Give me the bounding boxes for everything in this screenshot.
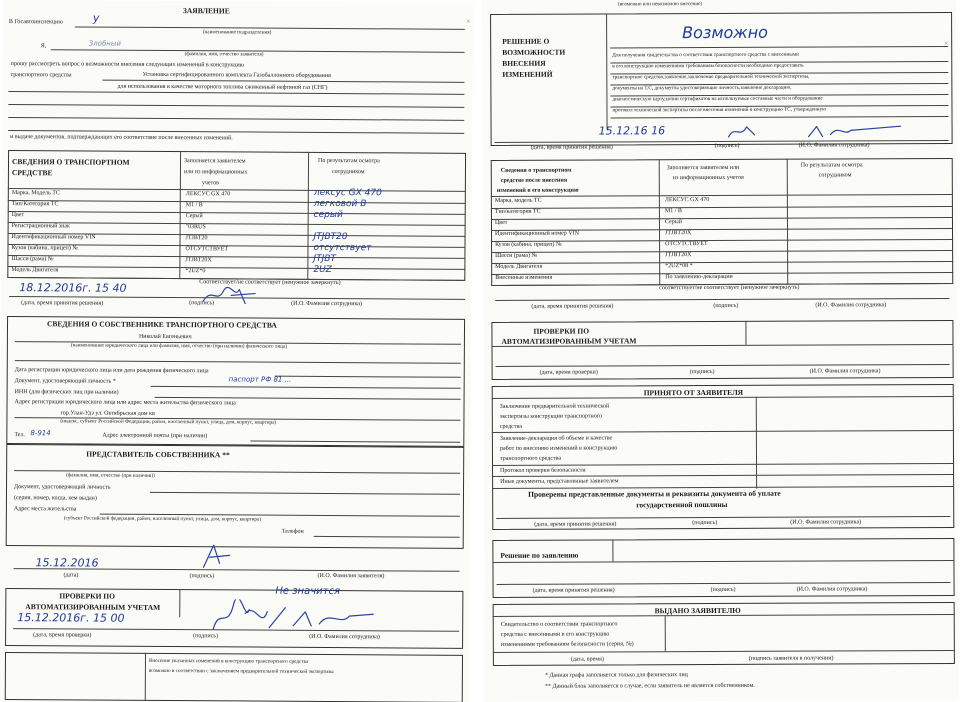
left-checks-title-2: АВТОМАТИЗИРОВАННЫМ УЧЕТАМ — [25, 602, 161, 612]
owner-reg-date-label: Дата регистрации юридического лица или дата рождения физического лица — [14, 367, 209, 375]
vehicle-row-label: Цвет — [11, 212, 25, 219]
vehicle-row-handwritten: легковой В — [313, 198, 367, 210]
owner-name: Николай Евгеньевич — [138, 333, 192, 341]
vehicle-row-label: Идентификационный номер VIN — [11, 234, 96, 241]
representative-title: ПРЕДСТАВИТЕЛЬ СОБСТВЕННИКА ** — [86, 449, 230, 460]
vehicle-row-value: М1 / В — [185, 202, 203, 209]
col-applicant-header: Заполняется заявителем — [184, 158, 246, 165]
vehicle-after-row-value: JTJBT20X — [665, 230, 692, 237]
vehicle-row-label: Модель Двигателя — [11, 267, 59, 274]
vehicle-row-value: ОТСУТСТВУЕТ — [185, 246, 229, 253]
owner-tel-label: Тел. — [14, 432, 25, 439]
col-inspection-header: По результатам осмотра — [318, 157, 380, 165]
officer-name-handwritten — [289, 606, 379, 633]
caption-right-check-date: (дата, время проверки) — [539, 369, 598, 376]
rep-tel-label: Телефон — [281, 528, 304, 535]
handwritten-name: Злобный — [88, 39, 121, 48]
vehicle-after-title-1: Сведения о транспортном — [500, 167, 572, 174]
caption-after-date: (дата, время принятия решения) — [531, 303, 614, 310]
i-label: Я, — [40, 43, 47, 50]
traffic-police-label: В Госавтоинспекцию — [8, 19, 63, 26]
owner-section-title: СВЕДЕНИЯ О СОБСТВЕННИКЕ ТРАНСПОРТНОГО СРЕДСТВА — [46, 319, 277, 330]
vehicle-after-row-label: Цвет — [494, 219, 508, 226]
accepted-item-2a: Заявление-декларация об объеме и качестве — [499, 435, 613, 442]
caption-decision-date-right: (дата, время принятия решения) — [530, 144, 613, 151]
rep-address-caption: (субъект Российской федерации, район, населенный пункт, улица, дом, корпус, квартира) — [63, 515, 262, 523]
caption-signature: (подпись) — [189, 300, 215, 307]
application-page-right — [482, 0, 959, 702]
owner-address-label: Адрес регистрации юридического лица или адрес места жительства физического лица — [14, 399, 236, 407]
footnote-2: ** Данный блок заполняется в случае, если заявитель не является собственником. — [544, 682, 755, 690]
vehicle-row-value: Серый — [185, 213, 203, 220]
right-checks-title-1: ПРОВЕРКИ ПО — [533, 326, 590, 336]
vehicle-after-row-value: *2UZ*08 * — [665, 263, 693, 270]
margin-mark-right: × — [944, 39, 949, 48]
vehicle-after-col3-1: По результатам осмотра — [800, 162, 863, 169]
bottom-line-2: возможно в соответствии с заключением предварительной технической экспертизы — [148, 667, 334, 676]
vehicle-after-row-value: По заявлению-декларации — [665, 273, 733, 281]
vehicle-after-col3-2: сотрудником — [818, 172, 852, 179]
vehicle-row-value: JTJBT20 — [185, 235, 208, 242]
vehicle-row-handwritten: JTJBT20 — [313, 231, 348, 243]
caption-decision2-sign: (подпись) — [710, 586, 736, 594]
col-applicant-header-2: или из информационных — [183, 169, 248, 176]
caption-accepted-sign: (подпись) — [692, 519, 718, 527]
owner-name-caption: (наименование юридического лица или фамилия, имя, отчество (при наличии) физического лица) — [70, 342, 288, 350]
decision-text-line: транспортное средство,заявление,заключение предварительной технической экспертизы, — [612, 73, 810, 81]
vehicle-after-row-value: JTJBT20X — [665, 252, 692, 259]
decision-title-2: ВОЗМОЖНОСТИ — [502, 47, 566, 57]
vehicle-row-value: ЛЕКСУС GX 470 — [185, 191, 231, 198]
handwritten-passport: паспорт РФ 81 ... — [228, 375, 292, 384]
handwritten-not-listed: Не значится — [275, 585, 341, 598]
caption-applicant-sign: (подпись) — [189, 573, 215, 580]
issued-text-1: Свидетельство о соответствии транспортного — [500, 621, 618, 628]
accepted-verified-2: государственной пошлины — [636, 499, 728, 510]
vehicle-row-value: "03RUS — [185, 224, 206, 231]
bottom-line-1: Внесение указанных изменений в конструкцию транспортного средства — [148, 657, 309, 665]
vehicle-after-row-value: ЛЕКСУС GX 470 — [664, 197, 710, 204]
rep-address-label: Адрес места жительства — [13, 506, 77, 513]
accepted-item-1a: Заключение предварительной технической — [499, 403, 610, 410]
col-applicant-header-3: учетов — [201, 180, 219, 187]
department-caption: (наименование подразделения) — [202, 29, 272, 36]
vehicle-row-handwritten: 2UZ — [313, 264, 332, 276]
owner-address-value: гор.Улан-Удэ ул. Октябрьская дом кв — [60, 410, 155, 417]
accepted-item-1c: средства — [499, 423, 522, 430]
vehicle-row-value: JTJBT20X — [185, 257, 212, 264]
handwritten-applicant-date: 15.12.2016 — [35, 556, 99, 570]
caption-decision-date: (дата, время принятия решения) — [21, 300, 104, 307]
request-line-3: для использования в качестве моторного топлива сжиженный нефтяной газ (СНГ) — [117, 83, 328, 91]
caption-decision2-date: (дата, время принятия решения) — [532, 587, 615, 594]
application-page-left — [0, 0, 473, 702]
issued-title: ВЫДАНО ЗАЯВИТЕЛЮ — [654, 605, 741, 616]
handwritten-decision-date-right: 15.12.16 16 — [598, 124, 666, 138]
caption-decision2-name: (И.О. Фамилия сотрудника) — [796, 586, 868, 593]
rep-fio-caption: (фамилия, имя, отчество (при наличии)) — [66, 472, 155, 479]
request-line-2-text: Установка сертифицированного комплекта Газобаллонного оборудования — [142, 71, 331, 80]
officer-signature-3 — [725, 121, 765, 141]
handwritten-decision-date: 18.12.2016г. 15 40 — [19, 281, 127, 295]
footnote-1: * Данная графа заполняется только для физических лиц — [544, 672, 688, 679]
caption-officer-name: (И.О. Фамилия сотрудника) — [291, 300, 362, 308]
accepted-item-1b: экспертизы конструкции транспортного — [499, 413, 603, 420]
handwritten-tel: 8-914 — [30, 429, 51, 438]
accepted-verified-1: Проверены представленные документы и реквизиты документа об уплате — [528, 488, 781, 499]
vehicle-after-row-label: Внесенные изменения — [495, 274, 553, 281]
col-inspection-header-2: сотрудником — [331, 169, 365, 176]
vehicle-after-title-2: средстве после внесения — [500, 177, 568, 184]
vehicle-row-handwritten: JTJBT — [313, 253, 336, 265]
vehicle-after-col2-2: из информационных учетов — [672, 174, 744, 182]
handwritten-possible: Возможно — [682, 22, 768, 43]
vehicle-row-label: Тип/Категория ТС — [11, 201, 59, 208]
vehicle-row-handwritten: отсутствует — [313, 242, 372, 254]
vehicle-row-handwritten: серый — [313, 209, 343, 221]
margin-mark-left: × — [466, 17, 471, 26]
caption-issued-date: (дата, время) — [570, 656, 604, 663]
caption-check-date: (дата, время проверки) — [33, 632, 92, 639]
vehicle-after-row-value: М1 / В — [664, 208, 682, 215]
right-checks-title-2: АВТОМАТИЗИРОВАННЫМ УЧЕТАМ — [501, 336, 637, 346]
accepted-item-2c: транспортного средства — [499, 455, 562, 462]
owner-address-caption: (индекс, субъект Российской Федерации, район, населенный пункт, улица, дом, корпус, квартира) — [60, 418, 277, 426]
caption-check-name: (И.О. Фамилия сотрудника) — [309, 633, 380, 641]
caption-after-name: (И.О. Фамилия сотрудника) — [815, 302, 887, 309]
vehicle-row-handwritten: лексус GX 470 — [313, 187, 382, 199]
accepted-item-2b: работ по внесению изменений в конструкцию — [499, 445, 618, 452]
vehicle-after-row-label: Марка, модель ТС — [494, 197, 542, 204]
accepted-title: ПРИНЯТО ОТ ЗАЯВИТЕЛЯ — [643, 387, 744, 398]
issued-text-3: изменениями требованиям безопасности (серия, №) — [500, 641, 634, 648]
officer-signature-1 — [201, 283, 261, 307]
decision-title-3: ВНЕСЕНИЯ — [502, 58, 546, 68]
handwritten-to: у — [92, 11, 100, 25]
rep-doc-caption: (серия, номер, когда, кем выдан) — [13, 495, 97, 502]
vehicle-after-row-label: Шасси (рама) № — [495, 252, 538, 259]
request-footer: и выдаче документов, подтверждающих его соответствие после внесенных изменений. — [10, 134, 233, 142]
caption-applicant-name: (И.О. Фамилия заявителя) — [317, 572, 385, 580]
application-title: ЗАЯВЛЕНИЕ — [182, 6, 230, 16]
caption-issued-sign: (подпись заявителя в получении) — [748, 655, 834, 662]
vehicle-after-row-label: Тип/категория ТС — [494, 208, 541, 215]
vehicle-row-label: Регистрационный знак — [11, 223, 70, 230]
handwritten-check-date: 15.12.2016г. 15 00 — [17, 611, 125, 625]
vehicle-after-row-label: Модель Двигателя — [495, 263, 543, 270]
caption-right-check-name: (И.О. Фамилия сотрудника) — [809, 368, 881, 375]
vehicle-row-value: *2UZ*0 — [185, 268, 206, 275]
decision-title-4: ИЗМЕНЕНИЙ — [502, 69, 553, 79]
decision-text-line: в его конструкцию изменениями требованиям безопасности необходимо предоставить — [612, 62, 804, 70]
decision2-title: Решение по заявлению — [500, 550, 579, 560]
request-line-2-label: транспортного средства — [10, 72, 72, 79]
owner-doc-label: Документ, удостоверяющий личность * — [14, 378, 116, 385]
vehicle-section-title-1: СВЕДЕНИЯ О ТРАНСПОРТНОМ — [11, 157, 130, 167]
vehicle-after-title-3: изменений в его конструкцию — [496, 187, 579, 194]
vehicle-after-row-label: Кузов (кабина, прицеп) № — [495, 241, 562, 248]
request-line-1: прошу рассмотреть вопрос о возможности внесения следующих изменений в конструкцию — [10, 61, 245, 69]
possible-caption: (возможно или невозможно внесение) — [618, 1, 703, 8]
applicant-signature — [200, 541, 250, 571]
decision-text-line: Для получения свидетельства о соответствии транспортного средства с внесенными — [612, 51, 799, 59]
left-checks-title-1: ПРОВЕРКИ ПО — [59, 591, 115, 601]
vehicle-section-title-2: СРЕДСТВЕ — [11, 168, 53, 178]
caption-decision-name-right: (И.О. Фамилия сотрудника) — [798, 142, 870, 149]
owner-email-label: Адрес электронной почты (при наличии) — [102, 432, 208, 440]
vehicle-row-label: Марка, Модель ТС — [11, 190, 60, 197]
issued-text-2: средства с внесенными в его конструкцию — [500, 631, 610, 638]
caption-after-sign: (подпись) — [713, 302, 739, 309]
accepted-item-3: Протокол проверки безопасности — [500, 467, 586, 474]
vehicle-after-col2-1: Заполняется заявителем или — [666, 164, 740, 172]
vehicle-row-label: Кузов (кабина, прицеп) № — [11, 245, 79, 252]
vehicle-after-row-value: Серый — [664, 219, 682, 226]
officer-name-handwritten-right — [805, 122, 905, 140]
caption-accepted-name: (И.О. Фамилия сотрудника) — [790, 519, 862, 526]
owner-inn-label: ИНН (для физических лиц при наличии) — [14, 389, 119, 396]
caption-right-check-sign: (подпись) — [689, 368, 715, 376]
decision-text-line: протокол технической экспертизы после внесения изменений в конструкцию ТС, утвержденную — [612, 106, 827, 114]
decision-text-line: диагностическую карту,копии сертификатов на используемые составные части и оборудование — [612, 95, 823, 103]
caption-applicant-date: (дата) — [63, 572, 79, 579]
conformity-line: Соответствует/не соответствует (ненужное зачеркнуть) — [199, 279, 341, 287]
decision-title-1: РЕШЕНИЕ О — [502, 36, 550, 46]
caption-decision-sign-right: (подпись) — [714, 142, 740, 149]
rep-doc-label: Документ, удостоверяющий личность — [14, 484, 111, 491]
decision-text-line: документы на Т.С, документы удостоверяющие личность,заявление декларацию, — [612, 84, 792, 92]
vehicle-after-conformity: соответствует/не соответствует (ненужное зачеркнуть) — [659, 284, 800, 292]
fio-caption: (фамилия, имя, отчество заявителя) — [184, 51, 264, 58]
vehicle-after-row-label: Идентификационный номер VIN — [495, 230, 580, 237]
vehicle-after-row-value: ОТСУТСТВУЕТ — [665, 241, 708, 248]
caption-check-sign: (подпись) — [193, 633, 219, 640]
accepted-item-4: Иные документы, представленные заявителем — [500, 478, 619, 485]
vehicle-row-label: Шасси (рама) № — [11, 256, 54, 263]
caption-accepted-date: (дата, время принятия решения) — [534, 521, 617, 528]
